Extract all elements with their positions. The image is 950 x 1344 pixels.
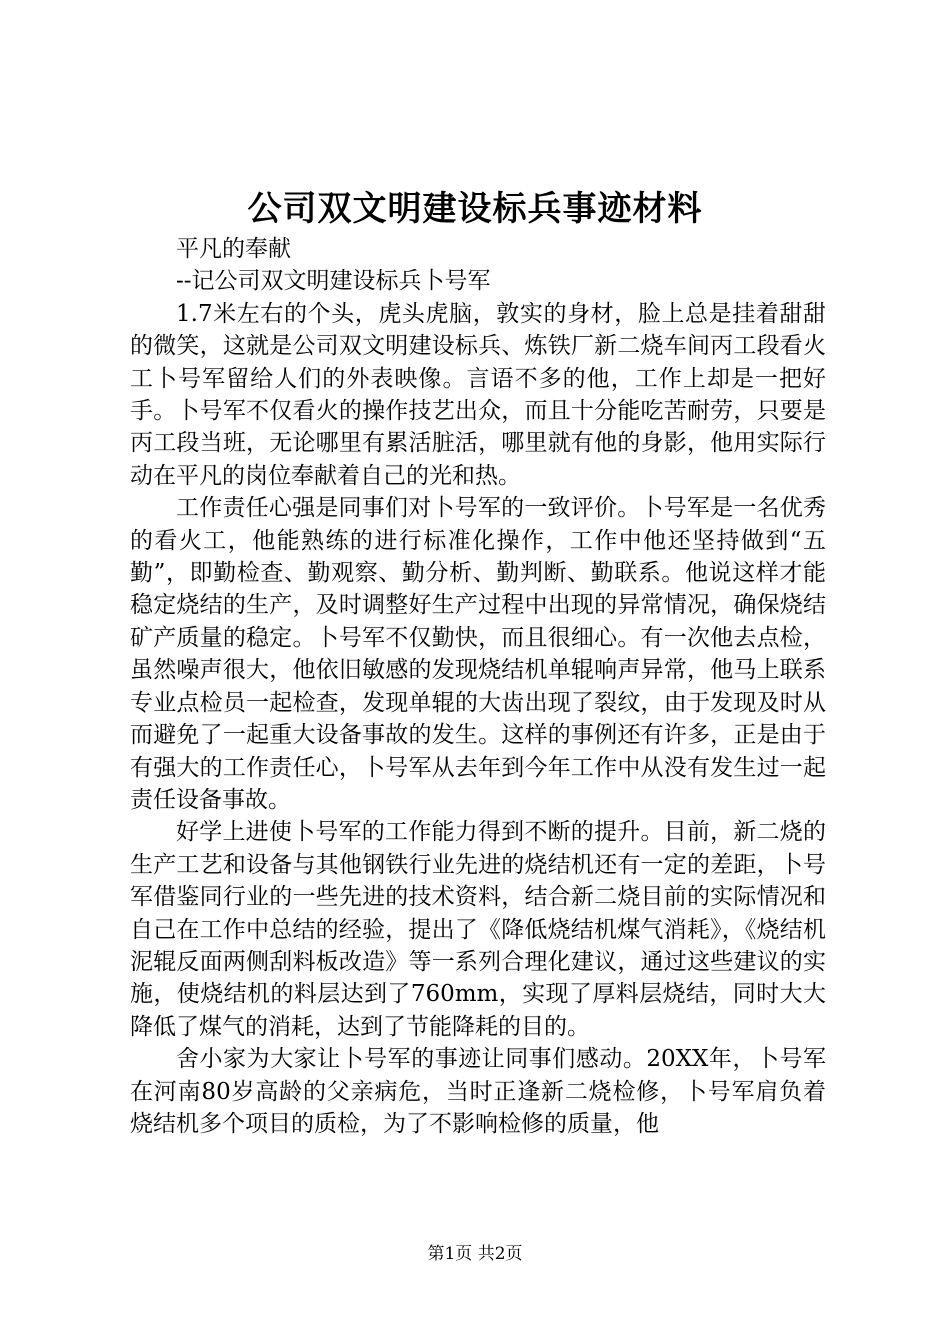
paragraph-4: 舍小家为大家让卜号军的事迹让同事们感动。20XX年，卜号军在河南80岁高龄的父亲病危，当时正逢新二烧检修，卜号军肩负着烧结机多个项目的质检，为了不影响检修的质量，他 bbox=[130, 1046, 826, 1137]
document-body bbox=[130, 233, 826, 1140]
byline: --记公司双文明建设标兵卜号军 bbox=[176, 268, 491, 295]
document-title: 公司双文明建设标兵事迹材料 bbox=[247, 189, 703, 229]
paragraph-2: 工作责任心强是同事们对卜号军的一致评价。卜号军是一名优秀的看火工，他能熟练的进行标准化操作，工作中他还坚持做到“五勤”，即勤检查、勤观察、勤分析、勤判断、勤联系。他说这样才能稳定烧结的生产，及时调整好生产过程中出现的异常情况，确保烧结矿产质量的稳定。卜号军不仅勤快，而且很细心。有一次他去点检，虽然噪声很大，他依旧敏感的发现烧结机单辊响声异常，他马上联系专业点检员一起检查，发现单辊的大齿出现了裂纹，由于发现及时从而避免了一起重大设备事故的发生。这样的事例还有许多，正是由于有强大的工作责任心，卜号军从去年到今年工作中从没有发生过一起责任设备事故。 bbox=[130, 495, 826, 813]
page-footer bbox=[0, 1243, 950, 1265]
subtitle: 平凡的奉献 bbox=[176, 236, 291, 262]
paragraph-3: 好学上进使卜号军的工作能力得到不断的提升。目前，新二烧的生产工艺和设备与其他钢铁行业先进的烧结机还有一定的差距，卜号军借鉴同行业的一些先进的技术资料，结合新二烧目前的实际情况和自己在工作中总结的经验，提出了《降低烧结机煤气消耗》，《烧结机泥辊反面两侧刮料板改造》等一系列合理化建议，通过这些建议的实施，使烧结机的料层达到了760mm，实现了厚料层烧结，同时大大降低了煤气的消耗，达到了节能降耗的目的。 bbox=[130, 819, 826, 1040]
paragraph-1: 1.7米左右的个头，虎头虎脑，敦实的身材，脸上总是挂着甜甜的微笑，这就是公司双文明建设标兵、炼铁厂新二烧车间丙工段看火工卜号军留给人们的外表映像。言语不多的他，工作上却是一把好手。卜号军不仅看火的操作技艺出众，而且十分能吃苦耐劳，只要是丙工段当班，无论哪里有累活脏活，哪里就有他的身影，他用实际行动在平凡的岗位奉献着自己的光和热。 bbox=[130, 300, 826, 489]
page-indicator: 第1页 共2页 bbox=[427, 1244, 523, 1264]
